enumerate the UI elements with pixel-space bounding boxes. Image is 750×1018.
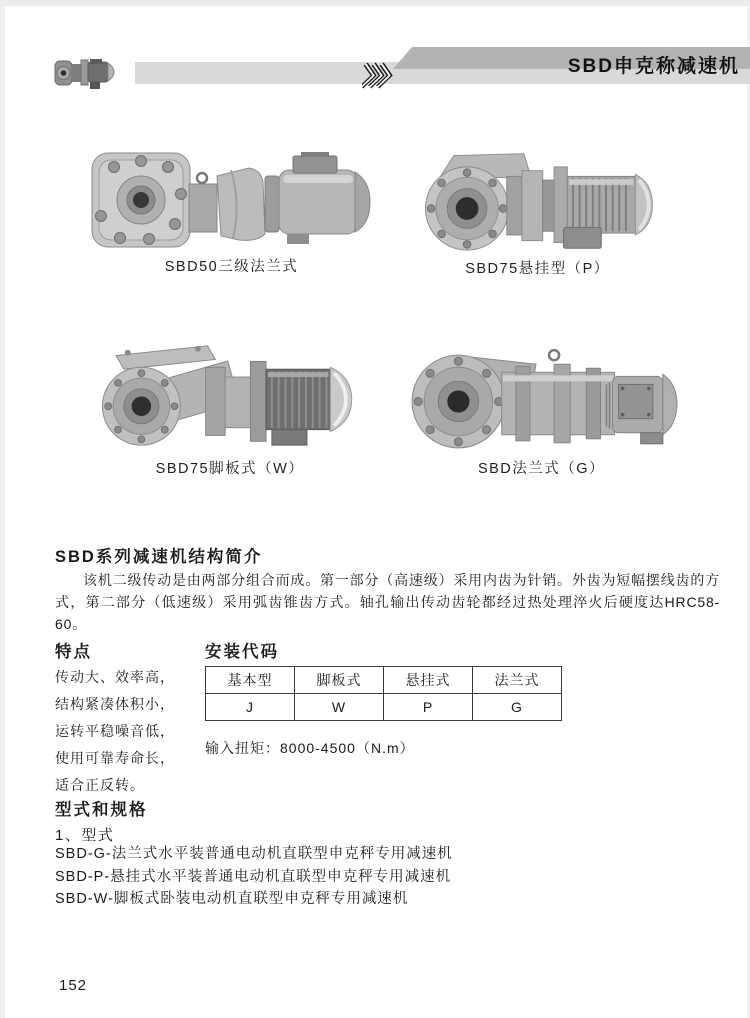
table-header-cell: 悬挂式 (384, 667, 473, 694)
model-item: SBD-G-法兰式水平装普通电动机直联型申克秤专用减速机 (55, 846, 453, 862)
product-caption-sbd50: SBD50三级法兰式 (164, 259, 299, 275)
product-caption-sbd75p: SBD75悬挂型（P） (465, 261, 610, 277)
gear-reducer-thumbnail-icon (54, 52, 116, 92)
flange-type-reducer-photo (403, 346, 680, 452)
product-figure-sbd50 (88, 150, 375, 276)
table-header-cell: 基本型 (206, 667, 295, 694)
models-subtitle: 1、型式 (55, 827, 115, 844)
table-value-cell: W (295, 694, 384, 721)
product-caption-sbd75w: SBD75脚板式（W） (155, 461, 305, 477)
product-caption-sbdg: SBD法兰式（G） (477, 461, 606, 477)
table-value-cell: P (384, 694, 473, 721)
page-header-title: SBD申克称减速机 (567, 56, 740, 77)
product-figure-sbd75w (85, 340, 375, 478)
product-figure-sbdg (403, 346, 680, 478)
page-number: 152 (59, 977, 88, 994)
installation-codes-title: 安装代码 (205, 643, 279, 661)
models-title: 型式和规格 (55, 801, 148, 819)
structure-intro-body: 该机二级传动是由两部分组合而成。第一部分（高速级）采用内齿为针销。外齿为短幅摆线齿的方式，第二部分（低速级）采用弧齿锥齿方式。轴孔输出传动齿轮都经过热处理淬火后硬度达HRC58-60。 (55, 572, 720, 632)
models-list (55, 843, 453, 911)
model-item: SBD-W-脚板式卧装电动机直联型申克秤专用减速机 (55, 891, 409, 907)
feature-item: 适合正反转。 (55, 777, 145, 793)
product-figure-sbd75p (405, 148, 670, 278)
foot-mounted-reducer-photo (85, 340, 375, 452)
table-header-row (206, 667, 562, 694)
table-value-row (206, 694, 562, 721)
structure-intro-title: SBD系列减速机结构简介 (55, 548, 263, 566)
table-value-cell: G (473, 694, 562, 721)
feature-item: 运转平稳噪音低， (55, 723, 175, 739)
input-torque-note: 输入扭矩：8000-4500（N.m） (205, 740, 415, 756)
feature-item: 传动大、效率高， (55, 669, 175, 685)
features-title: 特点 (55, 643, 92, 661)
features-list (55, 664, 175, 799)
table-header-cell: 法兰式 (473, 667, 562, 694)
triple-chevron-right-icon (362, 62, 396, 89)
square-flange-reducer-photo (88, 150, 375, 250)
feature-item: 结构紧凑体积小， (55, 696, 175, 712)
suspended-type-reducer-photo (405, 148, 670, 252)
installation-codes-table (205, 666, 562, 721)
table-value-cell: J (206, 694, 295, 721)
model-item: SBD-P-悬挂式水平装普通电动机直联型申克秤专用减速机 (55, 868, 452, 885)
feature-item: 使用可靠寿命长， (55, 750, 175, 766)
table-header-cell: 脚板式 (295, 667, 384, 694)
